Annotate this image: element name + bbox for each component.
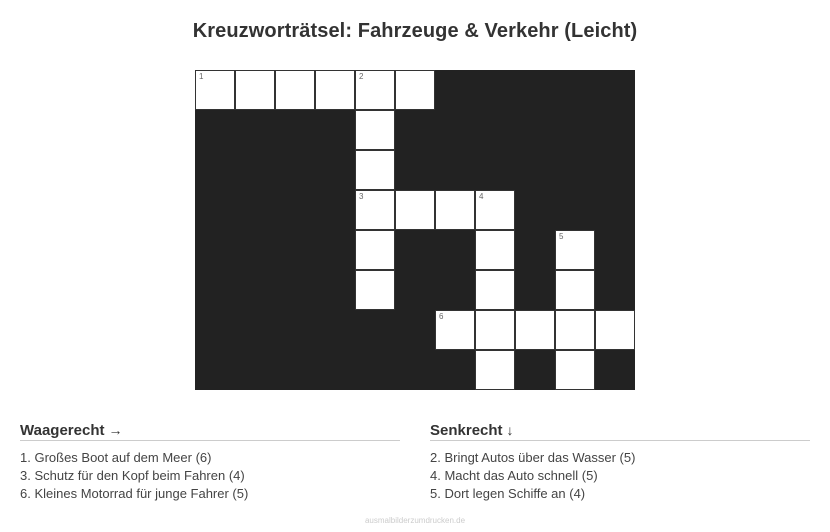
across-clue-list <box>20 449 400 503</box>
grid-cell[interactable] <box>395 70 435 110</box>
crossword-grid <box>195 70 635 390</box>
grid-cell[interactable] <box>355 230 395 270</box>
grid-cell[interactable] <box>595 310 635 350</box>
grid-cell[interactable] <box>475 310 515 350</box>
grid-cell[interactable] <box>435 190 475 230</box>
clue-down-2: 2. Bringt Autos über das Wasser (5) <box>430 450 636 465</box>
grid-cell[interactable] <box>555 270 595 310</box>
down-clue-list <box>430 449 810 503</box>
across-clues <box>20 420 400 503</box>
footer-credit: ausmalbilderzumdrucken.de <box>364 516 466 525</box>
down-heading-label: Senkrecht <box>430 422 503 439</box>
grid-cell[interactable] <box>555 350 595 390</box>
cell-number: 6 <box>439 312 444 321</box>
grid-cell[interactable] <box>235 70 275 110</box>
grid-cell[interactable] <box>555 230 595 270</box>
grid-cell[interactable] <box>475 230 515 270</box>
across-heading <box>20 420 400 441</box>
clue-across-3: 3. Schutz für den Kopf beim Fahren (4) <box>20 468 245 483</box>
grid-cell[interactable] <box>355 150 395 190</box>
down-clues <box>430 420 810 503</box>
grid-cell[interactable] <box>355 70 395 110</box>
cell-number: 2 <box>359 72 364 81</box>
grid-cell[interactable] <box>555 310 595 350</box>
grid-cell[interactable] <box>475 270 515 310</box>
grid-cell[interactable] <box>355 110 395 150</box>
clue-down-5: 5. Dort legen Schiffe an (4) <box>430 486 586 501</box>
arrow-right-icon: → <box>108 422 123 438</box>
grid-cell[interactable] <box>275 70 315 110</box>
cell-number: 1 <box>199 72 204 81</box>
grid-cell[interactable] <box>315 70 355 110</box>
cell-number: 4 <box>479 192 484 201</box>
grid-cell[interactable] <box>355 190 395 230</box>
grid-cell[interactable] <box>475 350 515 390</box>
page-title: Kreuzworträtsel: Fahrzeuge & Verkehr (Leicht) <box>192 20 638 42</box>
grid-cell[interactable] <box>355 270 395 310</box>
clue-across-1: 1. Großes Boot auf dem Meer (6) <box>20 450 212 465</box>
grid-cell[interactable] <box>195 70 235 110</box>
cell-number: 3 <box>359 192 364 201</box>
across-heading-label: Waagerecht <box>20 422 105 439</box>
grid-cell[interactable] <box>475 190 515 230</box>
grid-cell[interactable] <box>515 310 555 350</box>
clue-across-6: 6. Kleines Motorrad für junge Fahrer (5) <box>20 486 249 501</box>
cell-number: 5 <box>559 232 564 241</box>
down-heading <box>430 420 810 441</box>
grid-cell[interactable] <box>395 190 435 230</box>
clue-down-4: 4. Macht das Auto schnell (5) <box>430 468 598 483</box>
grid-cell[interactable] <box>435 310 475 350</box>
arrow-down-icon: ↓ <box>506 422 514 438</box>
